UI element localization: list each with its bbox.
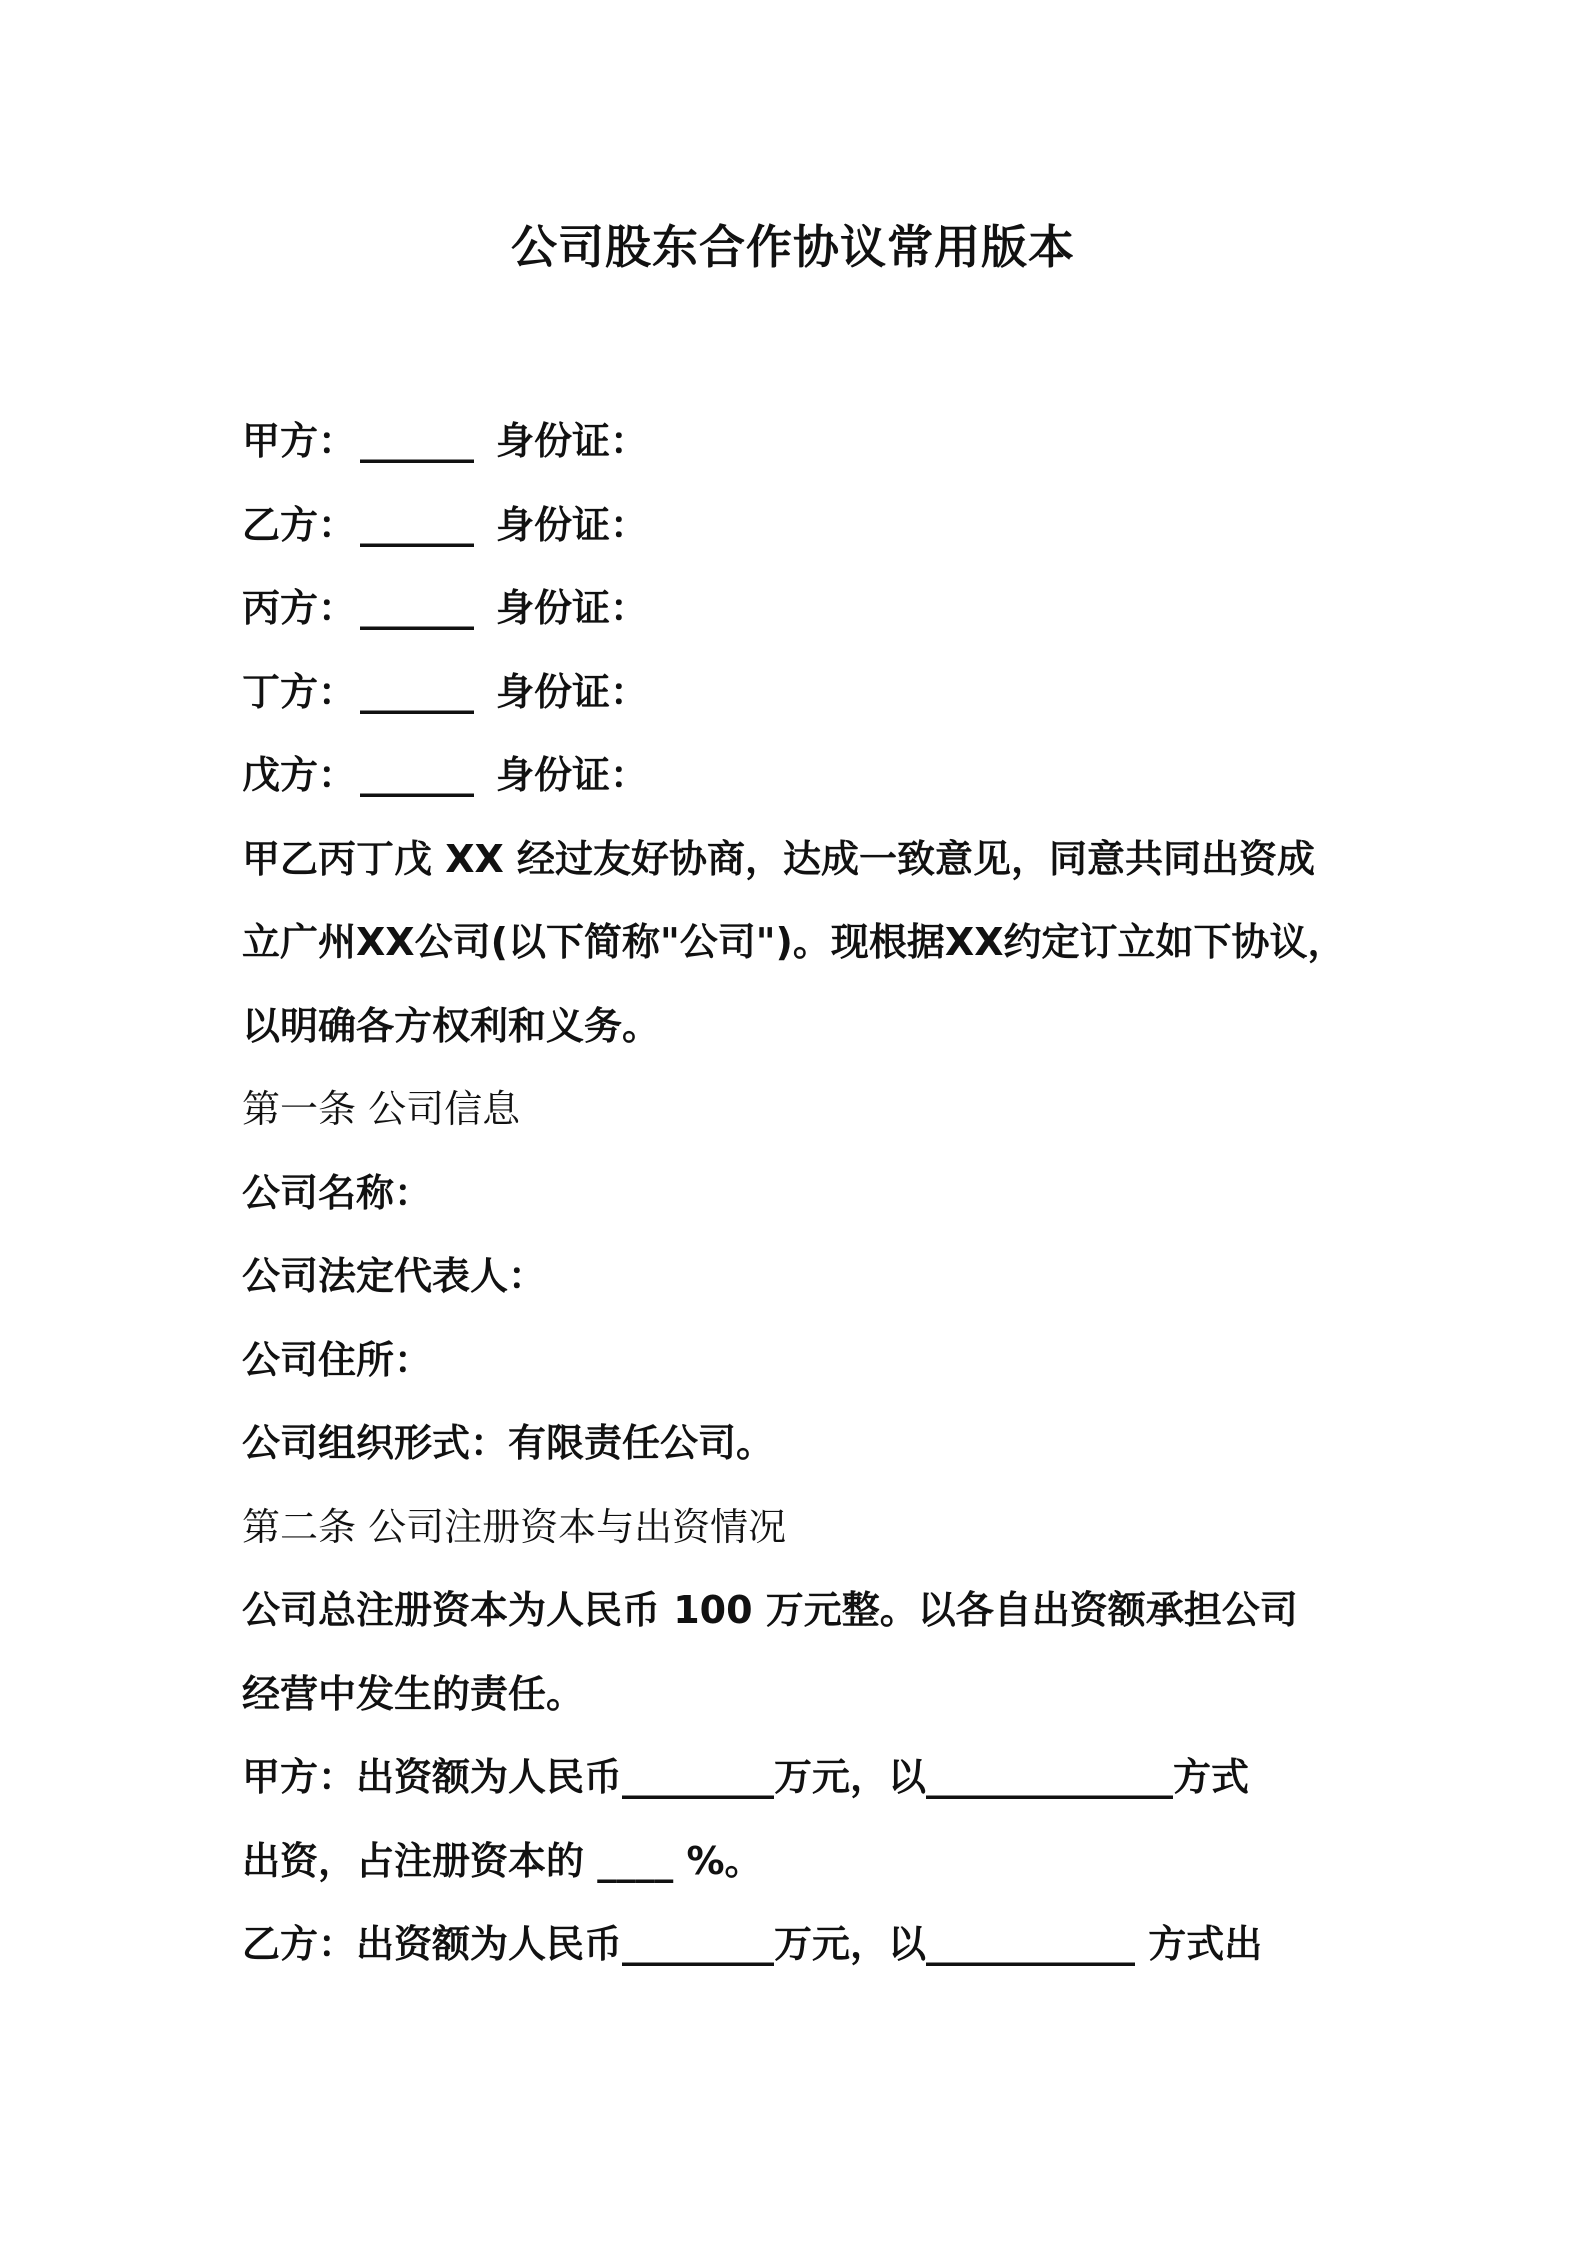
company-address-line: 公司住所： <box>242 1337 433 1382</box>
party-id-label: 身份证： <box>496 753 649 797</box>
party-name-blank: ______ <box>360 753 475 797</box>
article-2-line-4: 出资，占注册资本的 ____ %。 <box>242 1838 763 1883</box>
party-name-blank: ______ <box>360 502 475 547</box>
party-role: 乙方： <box>242 502 357 547</box>
party-role: 甲方： <box>242 419 357 463</box>
party-line-wu <box>242 734 1362 818</box>
party-id-label: 身份证： <box>496 586 649 630</box>
article-2-line-1: 公司总注册资本为人民币 100 万元整。以各自出资额承担公司 <box>242 1588 1298 1632</box>
company-form-line: 公司组织形式：有限责任公司。 <box>242 1421 775 1465</box>
article-2-heading: 第二条 公司注册资本与出资情况 <box>242 1504 787 1549</box>
document-body <box>242 400 1362 1987</box>
article-2-line-3: 甲方：出资额为人民币________万元，以_____________方式 <box>242 1755 1250 1799</box>
intro-line-1: 甲乙丙丁戊 XX 经过友好协商，达成一致意见，同意共同出资成 <box>242 836 1316 881</box>
intro-line-2: 立广州XX公司(以下简称"公司")。现根据XX约定订立如下协议， <box>242 920 1346 964</box>
article-2-line-2: 经营中发生的责任。 <box>242 1671 585 1716</box>
party-line-jia <box>242 400 1362 484</box>
party-role: 丁方： <box>242 669 357 714</box>
party-line-bing <box>242 567 1362 651</box>
party-id-label: 身份证： <box>496 669 649 714</box>
party-role: 戊方： <box>242 753 357 797</box>
party-name-blank: ______ <box>360 586 475 630</box>
legal-representative-line: 公司法定代表人： <box>242 1254 547 1298</box>
party-name-blank: ______ <box>360 669 475 714</box>
party-id-label: 身份证： <box>496 502 649 547</box>
intro-line-3: 以明确各方权利和义务。 <box>242 1003 661 1048</box>
document-title: 公司股东合作协议常用版本 <box>511 220 1075 274</box>
company-name-line: 公司名称： <box>242 1170 433 1215</box>
party-name-blank: ______ <box>360 419 475 463</box>
article-1-heading: 第一条 公司信息 <box>242 1087 521 1131</box>
party-id-label: 身份证： <box>496 419 649 463</box>
party-role: 丙方： <box>242 586 357 630</box>
party-line-ding <box>242 651 1362 735</box>
party-line-yi <box>242 484 1362 568</box>
article-2-line-5: 乙方：出资额为人民币________万元，以___________ 方式出 <box>242 1922 1263 1966</box>
